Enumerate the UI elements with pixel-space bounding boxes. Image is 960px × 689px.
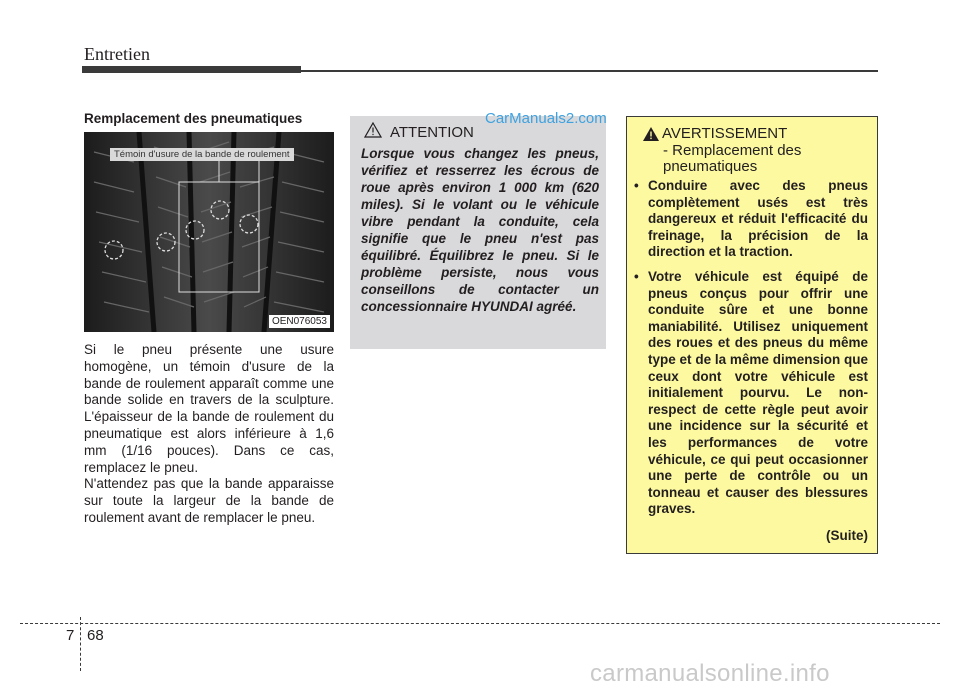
- section-heading: Remplacement des pneumatiques: [84, 111, 303, 126]
- bullet-icon: •: [634, 268, 639, 284]
- header-rule-thin: [301, 70, 878, 72]
- attention-title: ATTENTION: [390, 124, 474, 141]
- warning-continued: (Suite): [826, 528, 868, 543]
- site-watermark[interactable]: carmanualsonline.info: [590, 660, 830, 687]
- warning-list-item: [634, 269, 868, 518]
- warning-list: [634, 178, 868, 526]
- footer-divider: [80, 617, 81, 671]
- footer-rule: [20, 623, 940, 624]
- warning-item-text: Conduire avec des pneus complètement usés est très dangereux et réduit l'efficacité du freinage, la précision de la direction et la traction.: [648, 178, 868, 260]
- tire-tread-illustration: [84, 132, 334, 332]
- body-paragraph-1: Si le pneu présente une usure homogène, un témoin d'usure de la bande de roulement apparaît comme une bande solide en travers de la sculpture. L'épaisseur de la bande de roulement du pneumatique est alors inférieure à 1,6 mm (1/16 pouces). Dans ce cas, remplacez le pneu.: [84, 342, 334, 475]
- bullet-icon: •: [634, 178, 639, 193]
- chapter-number: 7: [66, 627, 75, 644]
- warning-subtitle: - Remplacement des pneumatiques: [663, 142, 802, 175]
- warning-item-text: Votre véhicule est équipé de pneus conçus pour offrir une conduite sûre et une bonne maniabilité. Utilisez uniquement des roues et des pneus du même type et de la même dimension que ceux dont votre véhicule est initialement pourvu. Le non-respect de cette règle peut avoir une incidence sur la sécurité et les performances de votre véhicule, ce qui peut occasionner une perte de contrôle ou un tonneau et causer des blessures graves.: [648, 268, 868, 517]
- page-number: 68: [87, 627, 104, 644]
- header-rule-thick: [82, 66, 301, 73]
- tire-tread-figure: [84, 132, 334, 332]
- attention-text: Lorsque vous changez les pneus, vérifiez et resserrez les écrous de roue après environ 1 000 km (620 miles). Si le volant ou le véhicule vibre pendant la conduite, cela signifie que le pneu n'est pas équilibré. Équilibrez le pneu. Si le problème persiste, nous vous conseillons de contacter un concessionnaire HYUNDAI agréé.: [361, 146, 599, 314]
- figure-callout-label: Témoin d'usure de la bande de roulement: [110, 148, 294, 161]
- body-paragraph-2: N'attendez pas que la bande apparaisse sur toute la largeur de la bande de roulement avant de remplacer le pneu.: [84, 476, 334, 525]
- figure-code: OEN076053: [269, 315, 330, 328]
- caution-triangle-icon: [364, 122, 382, 138]
- warning-triangle-icon: [642, 126, 660, 142]
- warning-list-item: [634, 178, 868, 261]
- page-header-title: Entretien: [84, 44, 150, 64]
- watermark-link[interactable]: CarManuals2.com: [485, 110, 607, 127]
- warning-title: AVERTISSEMENT: [662, 125, 788, 142]
